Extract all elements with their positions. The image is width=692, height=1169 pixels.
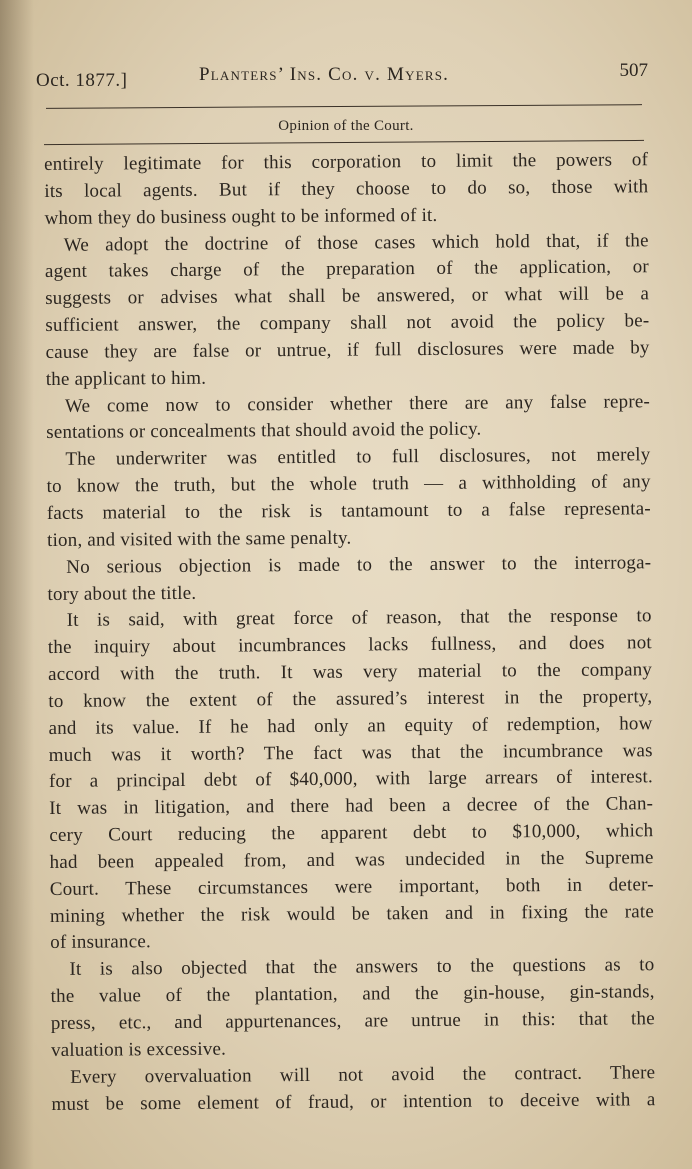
text-line: to know the extent of the assured’s interest in the property,	[48, 686, 653, 712]
text-line: We adopt the doctrine of those cases which hold that, if the	[63, 229, 649, 256]
text-line: sentations or concealments that should avoid the policy.	[46, 419, 482, 444]
text-line: the applicant to him.	[45, 367, 207, 390]
text-line: its local agents. But if they choose to do so, those with	[44, 176, 649, 202]
top-rule	[46, 104, 642, 109]
running-head	[36, 62, 648, 92]
text-line: mining whether the risk would be taken and in fixing the rate	[49, 900, 655, 927]
text-line: entirely legitimate for this corporation to limit the powers of	[44, 149, 649, 175]
text-line: We come now to consider whether there are any false repre-	[64, 390, 651, 417]
text-line: No serious objection is made to the answer to the interroga-	[66, 551, 652, 578]
text-line: to know the truth, but the whole truth — a withholding of any	[46, 471, 651, 498]
text-line: cause they are false or untrue, if full disclosures were made by	[45, 337, 650, 363]
text-line: The underwriter was entitled to full disclosures, not merely	[65, 444, 651, 471]
text-line: tory about the title.	[47, 582, 197, 605]
page-number: 507	[619, 60, 648, 81]
text-line: whom they do business ought to be informed of it.	[44, 204, 438, 229]
text-line: accord with the truth. It was very material to the company	[48, 659, 653, 686]
text-line: sufficient answer, the company shall not avoid the policy be-	[45, 310, 650, 337]
bottom-rule	[44, 140, 644, 145]
text-line: It is said, with great force of reason, that the response to	[66, 605, 652, 632]
text-line: the value of the plantation, and the gin-house, gin-stands,	[50, 981, 655, 1008]
text-line: tion, and visited with the same penalty.	[46, 527, 352, 551]
text-line: It is also objected that the answers to the questions as to	[69, 954, 655, 981]
text-line: suggests or advises what shall be answered, or what will be a	[45, 283, 650, 310]
text-line: of insurance.	[50, 931, 152, 954]
text-line: and its value. If he had only an equity of redemption, how	[48, 712, 653, 739]
section-heading: Opinion of the Court.	[278, 118, 414, 134]
text-line: must be some element of fraud, or intention to deceive with a	[51, 1088, 656, 1115]
text-line: Court. These circumstances were important, both in deter-	[49, 874, 654, 900]
text-line: agent takes charge of the preparation of the application, or	[44, 256, 650, 283]
body-text	[44, 147, 656, 1118]
text-line: valuation is excessive.	[50, 1038, 227, 1061]
running-head-date: Oct. 1877.]	[36, 70, 128, 91]
text-line: Every overvaluation will not avoid the contract. There	[70, 1061, 656, 1088]
running-head-title: Planters’ Ins. Co. v. Myers.	[199, 64, 450, 85]
text-line: much was it worth? The fact was that the incumbrance was	[48, 739, 653, 766]
text-line: It was in litigation, and there had been a decree of the Chan-	[49, 793, 654, 820]
text-line: facts material to the risk is tantamount to a false representa-	[46, 498, 651, 524]
text-line: had been appealed from, and was undecided in the Supreme	[49, 847, 654, 873]
text-line: for a principal debt of $40,000, with large arrears of interest.	[48, 766, 654, 793]
text-line: the inquiry about incumbrances lacks fullness, and does not	[47, 632, 652, 659]
binding-shadow	[0, 0, 34, 1169]
text-line: cery Court reducing the apparent debt to $10,000, which	[49, 820, 654, 847]
text-line: press, etc., and appurtenances, are untrue in this: that the	[50, 1008, 655, 1034]
